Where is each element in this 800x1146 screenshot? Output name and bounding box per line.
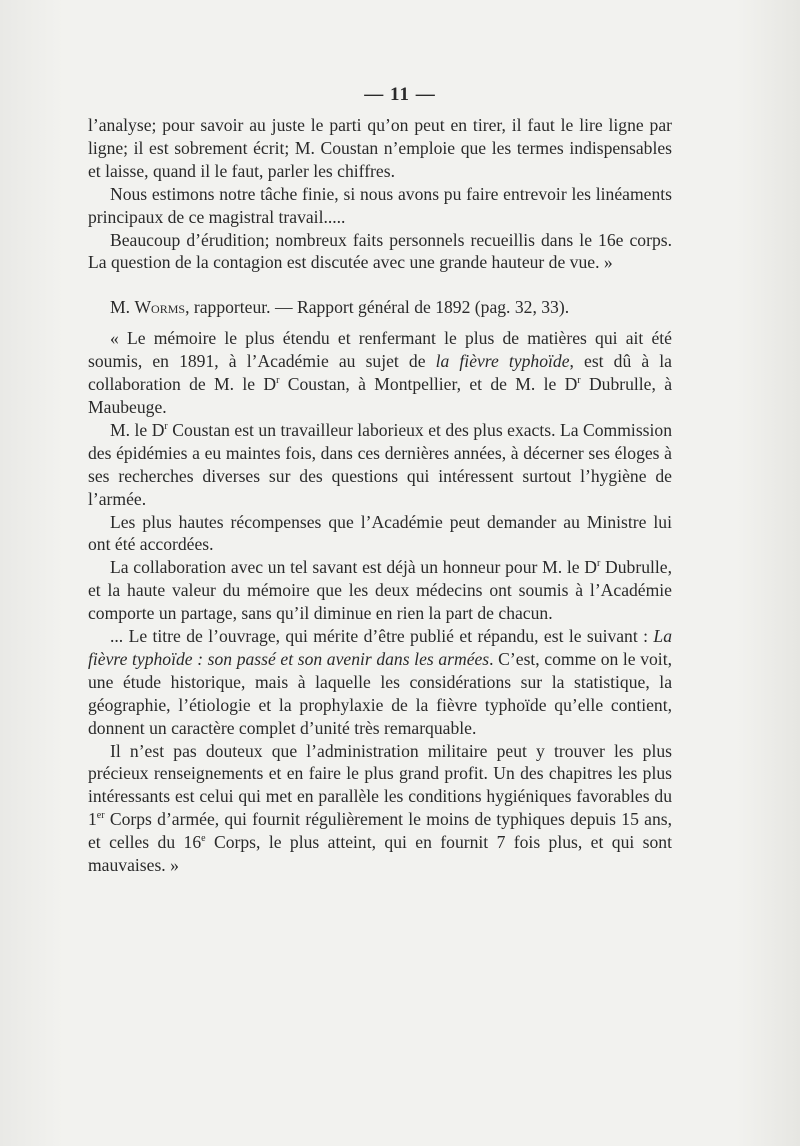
paragraph: l’analyse; pour savoir au juste le parti qu’on peut en tirer, il faut le lire ligne par ligne; il est sobrement écrit; M. Coustan n’emploie que les termes indispensables et laisse, quand il le faut, parler les chiffres. xyxy=(88,115,672,181)
paragraph: « Le mémoire le plus étendu et renfermant le plus de matières qui ait été soumis, en 1891, à l’Académie au sujet de la fièvre typhoïde, est dû à la collaboration de M. le $D^r$ Coustan, à Montpellier, et de M. le $D^r$ Dubrulle, à Maubeuge. xyxy=(88,328,673,417)
paragraph: Les plus hautes récompenses que l’Académie peut demander au Ministre lui ont été accordées. xyxy=(88,511,672,555)
author-name: Worms xyxy=(134,297,186,318)
paragraph: Il n’est pas douteux que l’administration militaire peut y trouver les plus précieux renseignements et en faire le plus grand profit. Un des chapitres les plus intéressants est celui qui met en parallèle les conditions hygiéniques favorables du 1er Corps d’armée, qui fournit régulièrement le moins de typhiques depuis 15 ans, et celles du 16e Corps, le plus atteint, qui en fournit 7 fois plus, et qui sont mauvaises. » xyxy=(88,740,672,876)
report-heading: M. Worms, rapporteur. — Rapport général de 1892 (pag. 32, 33). xyxy=(110,297,570,318)
paragraph: La collaboration avec un tel savant est déjà un honneur pour M. le $D^r$ Dubrulle, et la haute valeur du mémoire que les deux médecins ont soumis à l’Académie comporte un partage, sans qu’il diminue en rien la part de chacun. xyxy=(88,557,672,624)
paragraph: ... Le titre de l’ouvrage, qui mérite d’être publié et répandu, est le suivant : La fièvre typhoïde : son passé et son avenir dans les armées. C’est, comme on le voit, une étude historique, mais à laquelle les considérations sur la statistique, la géographie, l’étiologie et la prophylaxie de la fièvre typhoïde qu’elle contient, donnent un caractère complet d’unité très remarquable. xyxy=(88,626,672,738)
body-text xyxy=(88,114,672,877)
paragraph: Beaucoup d’érudition; nombreux faits personnels recueillis dans le 16e corps. La question de la contagion est discutée avec une grande hauteur de vue. » xyxy=(88,229,672,273)
page-number: — 11 — xyxy=(364,84,436,105)
paragraph: M. le $D^r$ Coustan est un travailleur laborieux et des plus exacts. La Commission des épidémies a eu maintes fois, dans ces dernières années, à décerner ses éloges à ses recherches diverses sur des questions qui intéressent surtout l’hygiène de l’armée. xyxy=(88,419,672,509)
paragraph: Nous estimons notre tâche finie, si nous avons pu faire entrevoir les linéaments principaux de ce magistral travail..... xyxy=(88,183,672,227)
